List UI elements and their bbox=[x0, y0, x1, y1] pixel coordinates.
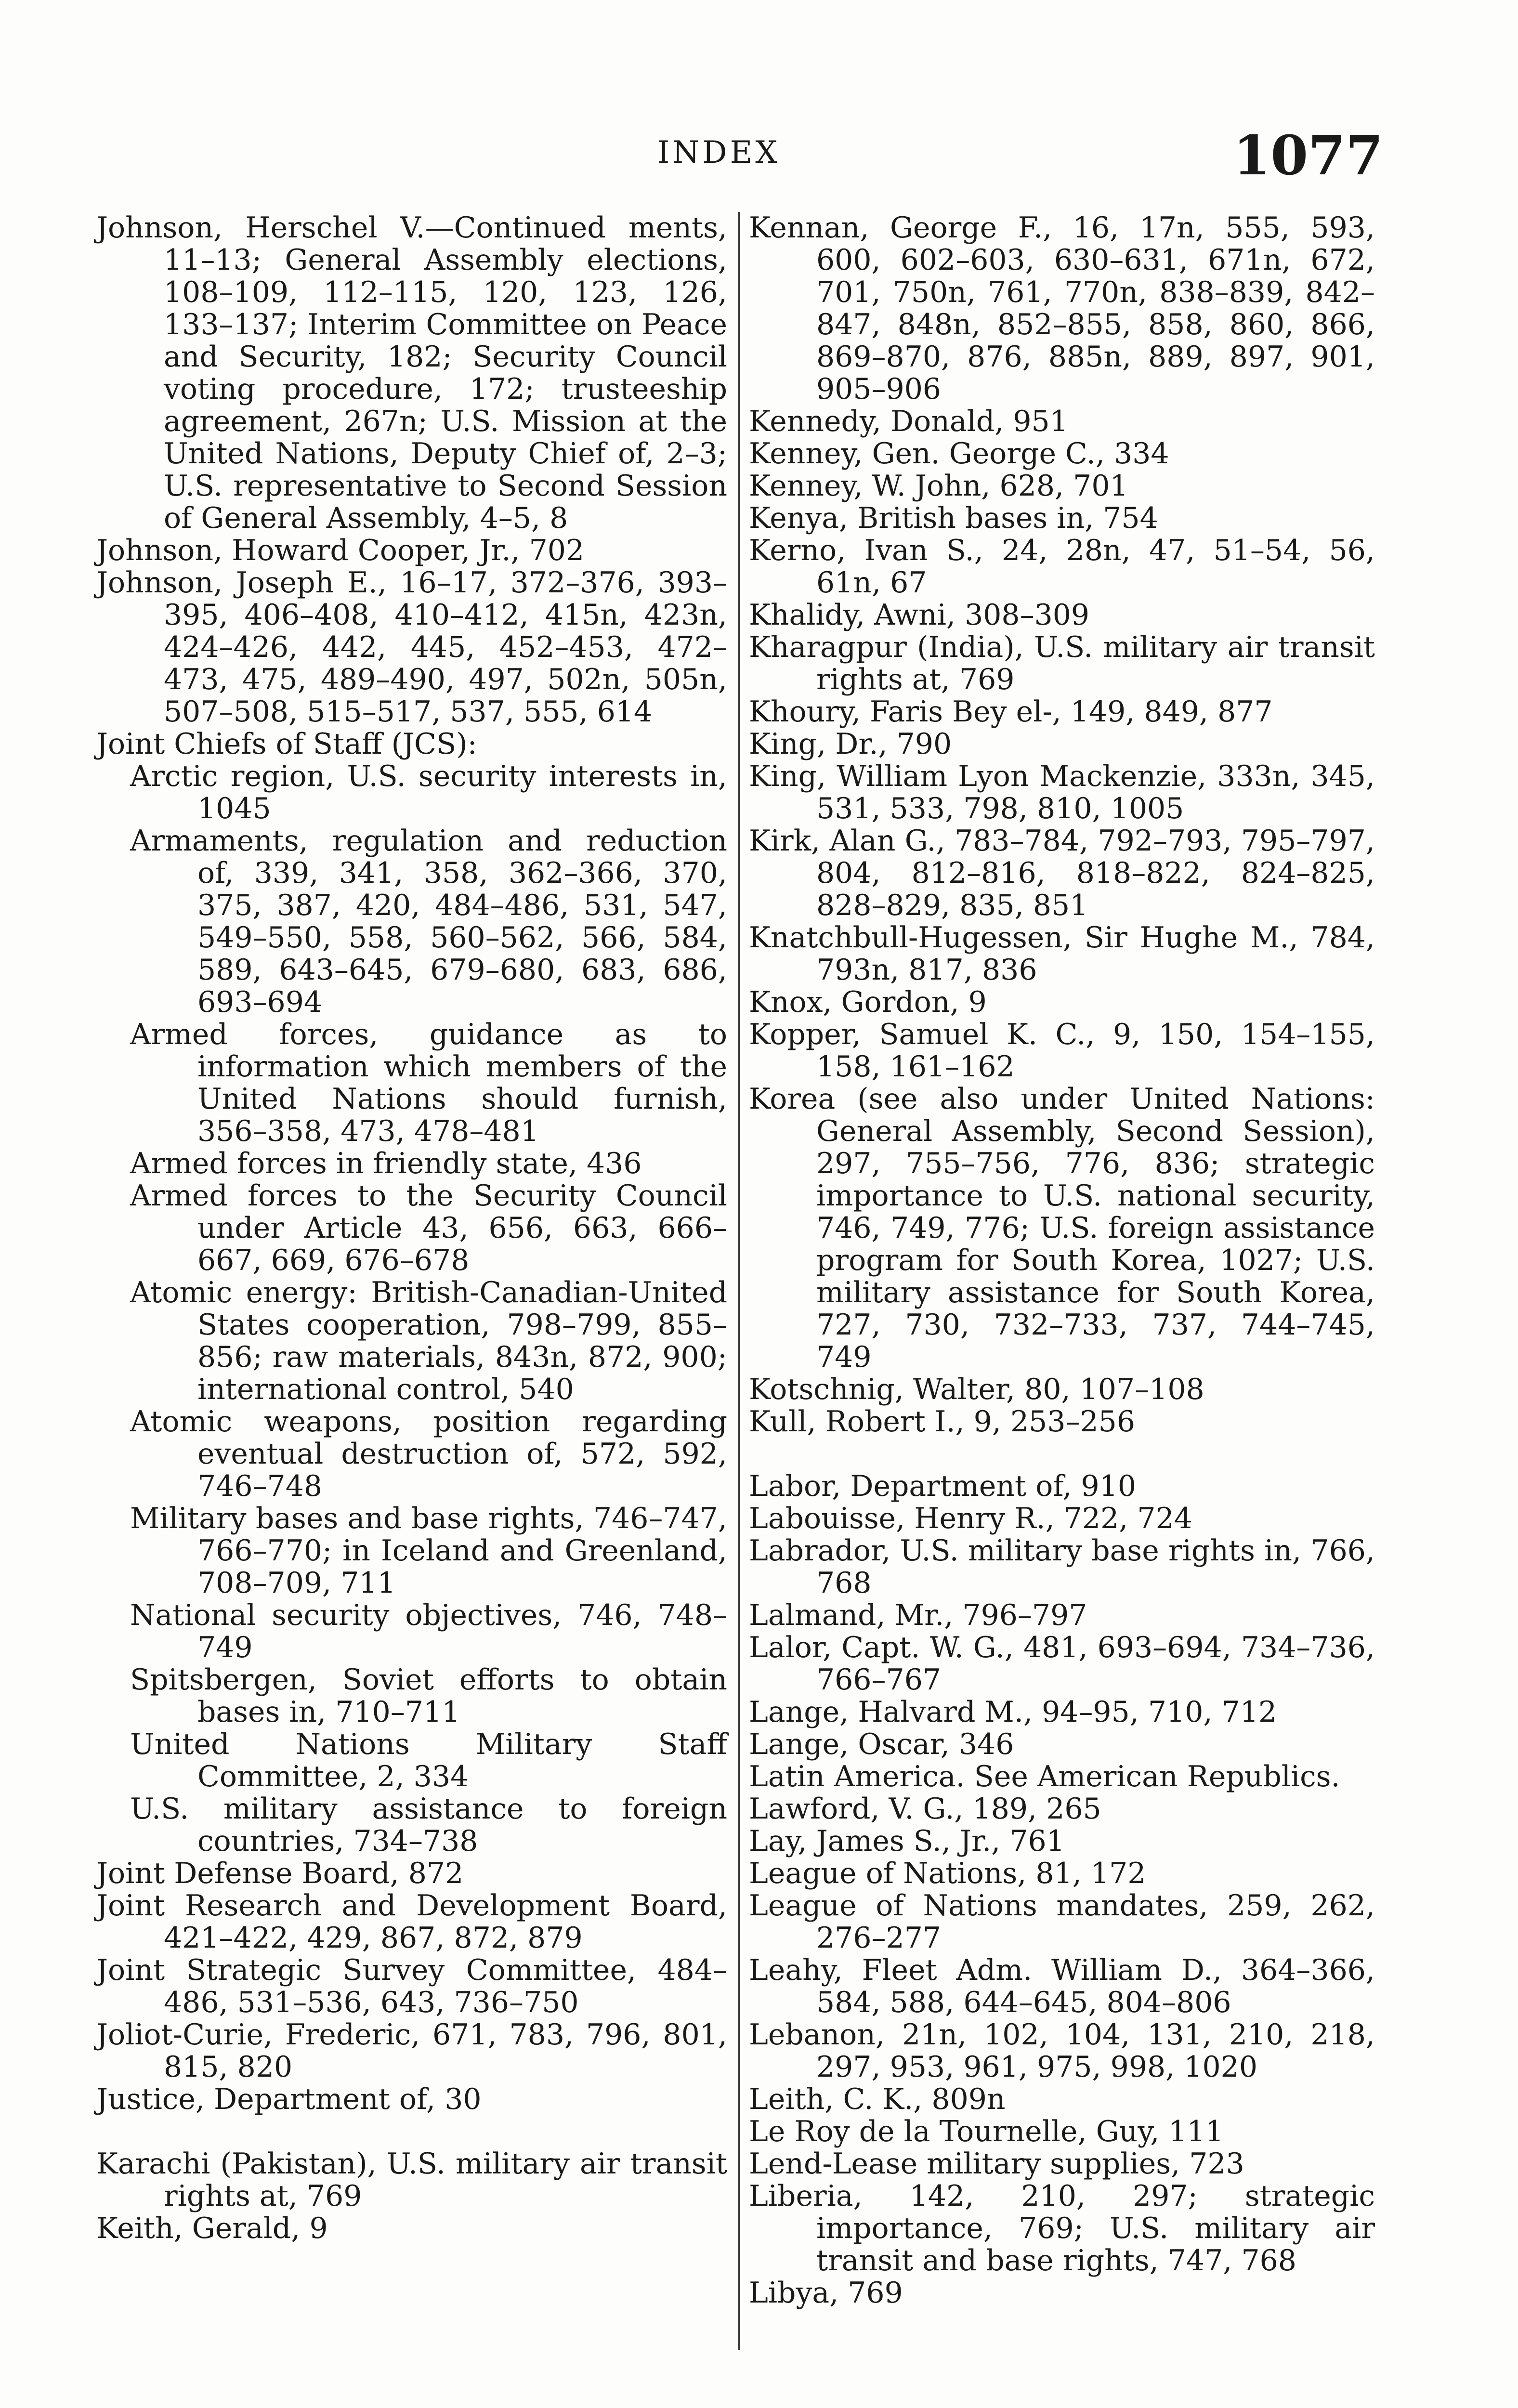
index-entry: Johnson, Howard Cooper, Jr., 702 bbox=[96, 534, 585, 567]
index-entry: Kull, Robert I., 9, 253–256 bbox=[749, 1405, 1136, 1439]
index-entry: Kenney, Gen. George C., 334 bbox=[749, 437, 1169, 471]
index-subentry: Armed forces in friendly state, 436 bbox=[130, 1147, 642, 1180]
index-entry: Lalor, Capt. W. G., 481, 693–694, 734–736, 766–767 bbox=[749, 1631, 1375, 1697]
index-entry: Kerno, Ivan S., 24, 28n, 47, 51–54, 56, 61n, 67 bbox=[749, 534, 1375, 600]
index-entry: Knatchbull-Hugessen, Sir Hughe M., 784, 793n, 817, 836 bbox=[749, 921, 1375, 987]
index-entry: Liberia, 142, 210, 297; strategic importance, 769; U.S. military air transit and base rights, 747, 768 bbox=[749, 2179, 1375, 2277]
index-subentry: Military bases and base rights, 746–747, 766–770; in Iceland and Greenland, 708–709, 711 bbox=[130, 1502, 727, 1600]
running-header-title: INDEX bbox=[657, 135, 780, 170]
column-divider bbox=[738, 212, 740, 2350]
index-entry: Karachi (Pakistan), U.S. military air transit rights at, 769 bbox=[96, 2147, 727, 2213]
index-subentry: Atomic energy: British-Canadian-United States cooperation, 798–799, 855–856; raw materials, 843n, 872, 900; international control, 540 bbox=[130, 1276, 727, 1406]
index-entry: Lebanon, 21n, 102, 104, 131, 210, 218, 297, 953, 961, 975, 998, 1020 bbox=[749, 2018, 1375, 2084]
index-entry: Lange, Halvard M., 94–95, 710, 712 bbox=[749, 1695, 1277, 1729]
index-entry: Lange, Oscar, 346 bbox=[749, 1727, 1014, 1761]
index-subentry: Armaments, regulation and reduction of, 339, 341, 358, 362–366, 370, 375, 387, 420, 484–486, 531, 547, 549–550, 558, 560–562, 566, 584, 589, 643–645, 679–680, 683, 686, 693–694 bbox=[130, 824, 727, 1019]
index-entry: Kenya, British bases in, 754 bbox=[749, 501, 1158, 535]
index-entry: Lay, James S., Jr., 761 bbox=[749, 1824, 1065, 1858]
index-entry: Joint Strategic Survey Committee, 484–486, 531–536, 643, 736–750 bbox=[96, 1953, 727, 2019]
index-entry: Labor, Department of, 910 bbox=[749, 1469, 1137, 1503]
index-entry: Khalidy, Awni, 308–309 bbox=[749, 598, 1090, 632]
index-entry: League of Nations, 81, 172 bbox=[749, 1857, 1146, 1890]
index-entry: Khoury, Faris Bey el-, 149, 849, 877 bbox=[749, 695, 1273, 729]
index-entry: Labouisse, Henry R., 722, 724 bbox=[749, 1502, 1192, 1535]
index-entry: Joliot-Curie, Frederic, 671, 783, 796, 801, 815, 820 bbox=[96, 2018, 727, 2084]
index-entry: Joint Defense Board, 872 bbox=[96, 1857, 464, 1890]
page-number: 1077 bbox=[1233, 124, 1383, 187]
index-entry: Le Roy de la Tournelle, Guy, 111 bbox=[749, 2115, 1224, 2148]
index-entry: Joint Research and Development Board, 421–422, 429, 867, 872, 879 bbox=[96, 1889, 727, 1955]
index-column-right bbox=[749, 212, 1375, 2309]
index-entry: Justice, Department of, 30 bbox=[96, 2082, 482, 2116]
index-entry: Johnson, Herschel V.—Continued ments, 11–13; General Assembly elections, 108–109, 112–115, 120, 123, 126, 133–137; Interim Committee on Peace and Security, 182; Security Council voting procedure, 172; trusteeship agreement, 267n; U.S. Mission at the United Nations, Deputy Chief of, 2–3; U.S. representative to Second Session of General Assembly, 4–5, 8 bbox=[96, 211, 727, 535]
index-entry: Kirk, Alan G., 783–784, 792–793, 795–797, 804, 812–816, 818–822, 824–825, 828–829, 835, 851 bbox=[749, 824, 1375, 922]
index-entry: Leahy, Fleet Adm. William D., 364–366, 584, 588, 644–645, 804–806 bbox=[749, 1953, 1375, 2019]
index-entry: Joint Chiefs of Staff (JCS): bbox=[96, 727, 477, 761]
index-subentry: Armed forces to the Security Council under Article 43, 656, 663, 666–667, 669, 676–678 bbox=[130, 1179, 727, 1277]
index-entry: Johnson, Joseph E., 16–17, 372–376, 393–395, 406–408, 410–412, 415n, 423n, 424–426, 442, 445, 452–453, 472–473, 475, 489–490, 497, 502n, 505n, 507–508, 515–517, 537, 555, 614 bbox=[96, 566, 727, 729]
index-entry: Kennedy, Donald, 951 bbox=[749, 405, 1068, 438]
index-entry: Keith, Gerald, 9 bbox=[96, 2212, 328, 2245]
index-entry: Kenney, W. John, 628, 701 bbox=[749, 469, 1128, 503]
index-subentry: Armed forces, guidance as to information which members of the United Nations should furnish, 356–358, 473, 478–481 bbox=[130, 1018, 727, 1148]
index-entry: Kotschnig, Walter, 80, 107–108 bbox=[749, 1373, 1204, 1406]
index-subentry: Spitsbergen, Soviet efforts to obtain bases in, 710–711 bbox=[130, 1663, 727, 1729]
index-entry: Lalmand, Mr., 796–797 bbox=[749, 1598, 1087, 1632]
index-entry: Lawford, V. G., 189, 265 bbox=[749, 1792, 1101, 1826]
index-entry: Latin America. See American Republics. bbox=[749, 1760, 1340, 1793]
index-entry: King, Dr., 790 bbox=[749, 727, 952, 761]
index-subentry: Arctic region, U.S. security interests in, 1045 bbox=[130, 759, 727, 825]
index-entry: Kopper, Samuel K. C., 9, 150, 154–155, 158, 161–162 bbox=[749, 1018, 1375, 1084]
index-entry: Knox, Gordon, 9 bbox=[749, 985, 987, 1019]
index-subentry: United Nations Military Staff Committee, 2, 334 bbox=[130, 1727, 727, 1793]
index-entry: Kennan, George F., 16, 17n, 555, 593, 600, 602–603, 630–631, 671n, 672, 701, 750n, 761, 770n, 838–839, 842–847, 848n, 852–855, 858, 860, 866, 869–870, 876, 885n, 889, 897, 901, 905–906 bbox=[749, 211, 1375, 406]
index-entry: Libya, 769 bbox=[749, 2276, 903, 2310]
index-column-left bbox=[96, 212, 727, 2245]
index-entry: Lend-Lease military supplies, 723 bbox=[749, 2147, 1244, 2181]
index-entry: League of Nations mandates, 259, 262, 276–277 bbox=[749, 1889, 1375, 1955]
index-entry: King, William Lyon Mackenzie, 333n, 345, 531, 533, 798, 810, 1005 bbox=[749, 759, 1375, 825]
index-subentry: U.S. military assistance to foreign countries, 734–738 bbox=[130, 1792, 727, 1858]
index-entry: Labrador, U.S. military base rights in, 766, 768 bbox=[749, 1534, 1375, 1600]
index-entry: Leith, C. K., 809n bbox=[749, 2082, 1006, 2116]
index-entry: Kharagpur (India), U.S. military air transit rights at, 769 bbox=[749, 630, 1375, 696]
index-subentry: National security objectives, 746, 748–749 bbox=[130, 1598, 727, 1664]
index-entry: Korea (see also under United Nations: General Assembly, Second Session), 297, 755–756, 776, 836; strategic importance to U.S. national security, 746, 749, 776; U.S. foreign assistance program for South Korea, 1027; U.S. military assistance for South Korea, 727, 730, 732–733, 737, 744–745, 749 bbox=[749, 1082, 1375, 1374]
index-subentry: Atomic weapons, position regarding eventual destruction of, 572, 592, 746–748 bbox=[130, 1405, 727, 1503]
